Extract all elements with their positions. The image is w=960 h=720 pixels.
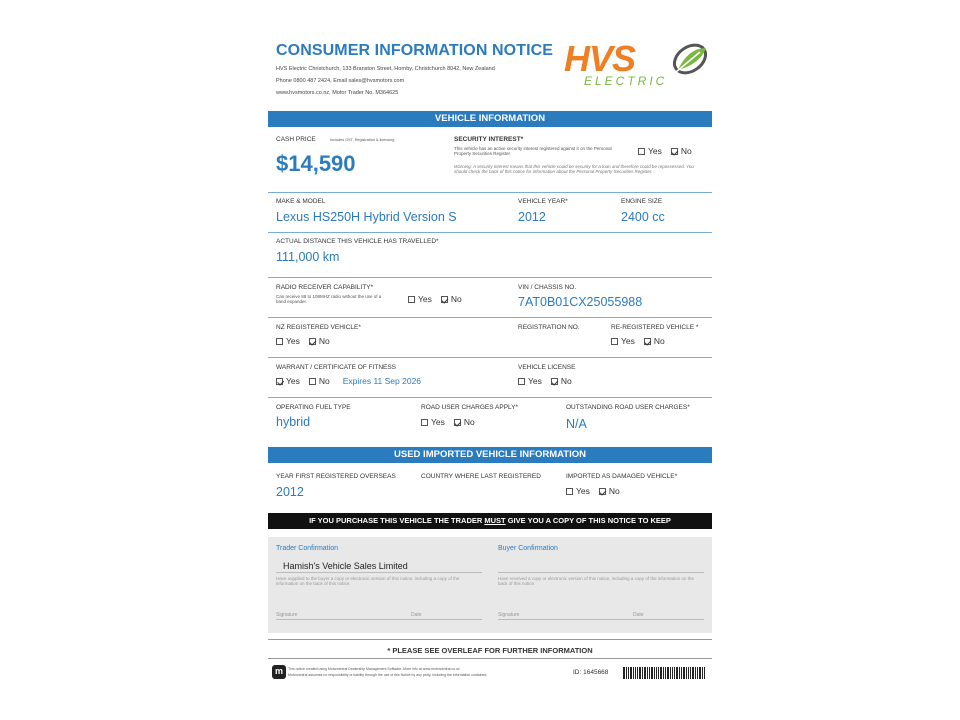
re-registered-no-checkbox[interactable]: [644, 338, 651, 345]
trader-signature-label: Signature: [276, 612, 298, 618]
wof-label: WARRANT / CERTIFICATE OF FITNESS: [276, 364, 397, 371]
vehicle-year-value: 2012: [518, 210, 546, 224]
divider: [268, 192, 712, 193]
damaged-no-checkbox[interactable]: [599, 488, 606, 495]
no-label: No: [680, 146, 692, 156]
barcode-bar: [644, 667, 646, 679]
barcode-bar: [637, 667, 638, 679]
address-line-1: HVS Electric Christchurch, 133 Branston Street, Hornby, Christchurch 8042, New Zealand: [276, 66, 495, 72]
trader-name-line: [276, 572, 482, 573]
nz-registered-yes-checkbox[interactable]: [276, 338, 283, 345]
year-overseas-value: 2012: [276, 485, 304, 499]
yes-label: Yes: [576, 486, 590, 496]
security-no-checkbox[interactable]: [671, 148, 678, 155]
security-interest-warning: Warning: A security interest means that this vehicle could be security for a loan and therefore could be repossessed. You should check the back of this notice for information about the Personal Property Securities Register.: [454, 164, 694, 175]
barcode-bar: [667, 667, 669, 679]
nz-registered-checkboxes: [276, 336, 330, 346]
ruc-apply-label: ROAD USER CHARGES APPLY*: [421, 404, 519, 411]
engine-size-value: 2400 cc: [621, 210, 665, 224]
trader-date-label: Date: [411, 612, 422, 618]
barcode-bar: [628, 667, 629, 679]
distance-label: ACTUAL DISTANCE THIS VEHICLE HAS TRAVELLED*: [276, 238, 439, 245]
buyer-confirmation-text: Have received a copy or electronic version of this notice, including a copy of the information on the back of this notice.: [498, 576, 694, 587]
cash-price-label: CASH PRICE: [276, 136, 316, 143]
notice-id: ID: 1645668: [573, 669, 609, 676]
fuel-label: OPERATING FUEL TYPE: [276, 404, 351, 411]
ruc-yes-checkbox[interactable]: [421, 419, 428, 426]
registration-no-label: REGISTRATION NO.: [518, 324, 580, 331]
re-registered-checkboxes: [611, 336, 665, 346]
barcode-bar: [699, 667, 701, 679]
yes-label: Yes: [648, 146, 662, 156]
fuel-value: hybrid: [276, 415, 311, 429]
year-overseas-label: YEAR FIRST REGISTERED OVERSEAS: [276, 473, 396, 480]
damaged-yes-checkbox[interactable]: [566, 488, 573, 495]
notice-text-must: MUST: [484, 516, 506, 525]
footer-line-2: Motorcentral assumes no responsibility or liability through the use of this Notice by any party, including the information contained.: [288, 673, 488, 677]
radio-label: RADIO RECEIVER CAPABILITY*: [276, 284, 374, 291]
yes-label: Yes: [621, 336, 635, 346]
buyer-date-label: Date: [633, 612, 644, 618]
nz-registered-no-checkbox[interactable]: [309, 338, 316, 345]
ruc-apply-checkboxes: [421, 417, 475, 427]
divider: [268, 397, 712, 398]
buyer-signature-line[interactable]: [498, 619, 704, 620]
trader-confirmation-label: Trader Confirmation: [276, 545, 338, 552]
barcode-bar: [642, 667, 643, 679]
security-interest-text: This vehicle has an active security interest registered against it on the Personal Property Securities Register.: [454, 146, 612, 157]
wof-checkboxes: [276, 376, 421, 386]
security-interest-checkboxes: [638, 146, 692, 156]
divider: [268, 639, 712, 640]
divider: [268, 317, 712, 318]
engine-size-label: ENGINE SIZE: [621, 198, 663, 205]
barcode-bar: [697, 667, 698, 679]
yes-label: Yes: [286, 336, 300, 346]
distance-value: 111,000 km: [276, 250, 340, 264]
nz-registered-label: NZ REGISTERED VEHICLE*: [276, 324, 361, 331]
barcode-bar: [649, 667, 650, 679]
barcode-bar: [654, 667, 655, 679]
security-yes-checkbox[interactable]: [638, 148, 645, 155]
cash-price-value: $14,590: [276, 151, 356, 176]
no-label: No: [450, 294, 462, 304]
logo-subtitle: ELECTRIC: [584, 74, 668, 88]
buyer-signature-label: Signature: [498, 612, 520, 618]
buyer-confirmation-label: Buyer Confirmation: [498, 545, 558, 552]
re-registered-label: RE-REGISTERED VEHICLE *: [611, 324, 699, 331]
barcode-bar: [630, 667, 632, 679]
barcode-bar: [686, 667, 687, 679]
notice-text-end: GIVE YOU A COPY OF THIS NOTICE TO KEEP: [505, 516, 671, 525]
trader-signature-line[interactable]: [276, 619, 482, 620]
yes-label: Yes: [418, 294, 432, 304]
barcode-bar: [639, 667, 641, 679]
radio-note: Can receive 88 to 108MHZ radio without the use of a band expander.: [276, 294, 382, 305]
wof-no-checkbox[interactable]: [309, 378, 316, 385]
imported-information-header: USED IMPORTED VEHICLE INFORMATION: [268, 447, 712, 463]
footer-line-1: This notice created using Motorcentral Dealership Management Software. More info at www.motorcentral.co.nz: [288, 667, 460, 671]
divider: [268, 357, 712, 358]
barcode-bar: [626, 667, 627, 679]
license-yes-checkbox[interactable]: [518, 378, 525, 385]
license-label: VEHICLE LICENSE: [518, 364, 576, 371]
re-registered-yes-checkbox[interactable]: [611, 338, 618, 345]
yes-label: Yes: [286, 376, 300, 386]
address-line-2: Phone 0800 487 2424, Email sales@hvsmotors.com: [276, 78, 405, 84]
consumer-information-notice: [268, 36, 712, 686]
ruc-outstanding-label: OUTSTANDING ROAD USER CHARGES*: [566, 404, 690, 411]
page-title: CONSUMER INFORMATION NOTICE: [276, 42, 554, 59]
barcode-bar: [679, 667, 680, 679]
vin-value: 7AT0B01CX25055988: [518, 295, 643, 309]
barcode: [623, 667, 711, 679]
barcode-bar: [692, 667, 694, 679]
leaf-icon: [670, 42, 710, 76]
barcode-bar: [635, 667, 636, 679]
yes-label: Yes: [431, 417, 445, 427]
no-label: No: [653, 336, 665, 346]
barcode-bar: [670, 667, 671, 679]
no-label: No: [608, 486, 620, 496]
ruc-outstanding-value: N/A: [566, 417, 587, 431]
vehicle-information-header: VEHICLE INFORMATION: [268, 111, 712, 127]
license-no-checkbox[interactable]: [551, 378, 558, 385]
divider: [268, 232, 712, 233]
imported-damaged-checkboxes: [566, 486, 620, 496]
ruc-no-checkbox[interactable]: [454, 419, 461, 426]
make-model-value: Lexus HS250H Hybrid Version S: [276, 210, 457, 224]
address-line-3: www.hvsmotors.co.nz, Motor Trader No. M364625: [276, 90, 399, 96]
radio-checkboxes: [408, 294, 462, 304]
radio-yes-checkbox[interactable]: [408, 296, 415, 303]
no-label: No: [318, 376, 330, 386]
barcode-bar: [633, 667, 634, 679]
wof-yes-checkbox[interactable]: [276, 378, 283, 385]
security-interest-label: SECURITY INTEREST*: [454, 136, 524, 143]
barcode-bar: [702, 667, 703, 679]
barcode-bar: [683, 667, 685, 679]
hvs-electric-logo: [564, 38, 712, 90]
barcode-bar: [695, 667, 696, 679]
barcode-bar: [690, 667, 691, 679]
barcode-bar: [647, 667, 648, 679]
country-last-label: COUNTRY WHERE LAST REGISTERED: [421, 473, 541, 480]
divider: [268, 658, 712, 659]
imported-damaged-label: IMPORTED AS DAMAGED VEHICLE*: [566, 473, 678, 480]
barcode-bar: [651, 667, 653, 679]
notice-text-start: IF YOU PURCHASE THIS VEHICLE THE TRADER: [309, 516, 485, 525]
barcode-bar: [665, 667, 666, 679]
divider: [268, 277, 712, 278]
buyer-name-line[interactable]: [498, 572, 704, 573]
wof-expiry: Expires 11 Sep 2026: [342, 376, 422, 386]
no-label: No: [463, 417, 475, 427]
radio-no-checkbox[interactable]: [441, 296, 448, 303]
trader-name: Hamish's Vehicle Sales Limited: [283, 561, 408, 571]
trader-confirmation-text: Have supplied to the buyer a copy or electronic version of this notice, including a copy of the information on the back of this notice.: [276, 576, 460, 587]
barcode-bar: [674, 667, 675, 679]
notice-banner: [268, 513, 712, 529]
cash-price-note: Includes GST, Registration & licensing: [330, 138, 395, 142]
no-label: No: [560, 376, 572, 386]
vehicle-year-label: VEHICLE YEAR*: [518, 198, 568, 205]
barcode-bar: [688, 667, 689, 679]
barcode-bar: [676, 667, 678, 679]
barcode-bar: [660, 667, 662, 679]
barcode-bar: [672, 667, 673, 679]
make-model-label: MAKE & MODEL: [276, 198, 326, 205]
barcode-bar: [663, 667, 664, 679]
license-checkboxes: [518, 376, 572, 386]
yes-label: Yes: [528, 376, 542, 386]
overleaf-notice: * PLEASE SEE OVERLEAF FOR FURTHER INFORMATION: [387, 646, 593, 655]
barcode-bar: [704, 667, 705, 679]
vin-label: VIN / CHASSIS NO.: [518, 284, 577, 291]
logo-wordmark: HVS: [564, 38, 636, 79]
motorcentral-logo: m: [272, 665, 286, 679]
barcode-bar: [656, 667, 657, 679]
barcode-bar: [623, 667, 625, 679]
no-label: No: [318, 336, 330, 346]
barcode-bar: [681, 667, 682, 679]
barcode-bar: [658, 667, 659, 679]
